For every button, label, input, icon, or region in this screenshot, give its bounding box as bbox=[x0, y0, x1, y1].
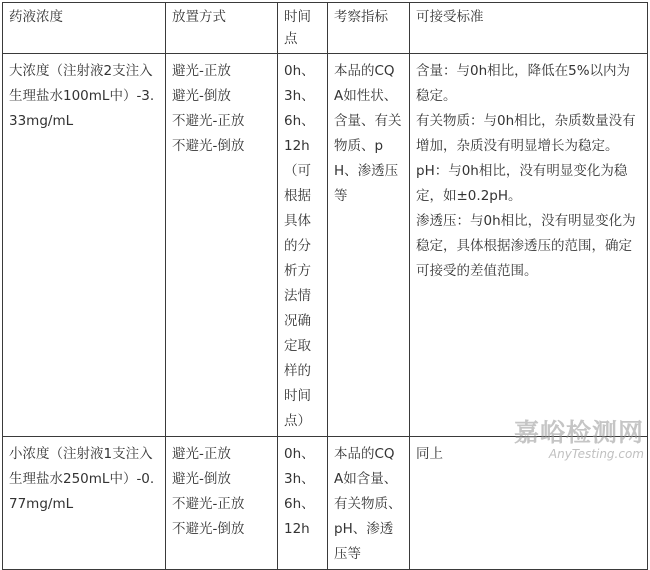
header-timepoint: 时间点 bbox=[278, 3, 328, 54]
criterion-ph: pH：与0h相比，没有明显变化为稳定，如±0.2pH。 bbox=[416, 163, 628, 204]
header-concentration: 药液浓度 bbox=[3, 3, 166, 54]
placement-item: 不避光-倒放 bbox=[172, 138, 245, 154]
timepoint-cell: 0h、3h、6h、12h bbox=[278, 437, 328, 570]
table-header-row bbox=[3, 3, 648, 54]
watermark-cn: 嘉峪检测网 bbox=[513, 418, 644, 447]
placement-item: 不避光-正放 bbox=[172, 496, 245, 512]
placement-item: 不避光-正放 bbox=[172, 113, 245, 129]
timepoint-cell: 0h、3h、6h、12h（可根据具体的分析方法情况确定取样的时间点） bbox=[278, 54, 328, 437]
acceptance-cell bbox=[410, 437, 648, 570]
stability-table bbox=[2, 2, 648, 570]
table-row bbox=[3, 54, 648, 437]
placement-cell bbox=[166, 437, 278, 570]
placement-item: 避光-倒放 bbox=[172, 471, 231, 487]
indicator-cell: 本品的CQA如性状、含量、有关物质、pH、渗透压等 bbox=[328, 54, 410, 437]
criterion-content: 含量：与0h相比，降低在5%以内为稳定。 bbox=[416, 63, 631, 104]
criterion-same: 同上 bbox=[416, 446, 443, 462]
indicator-cell: 本品的CQA如含量、有关物质、pH、渗透压等 bbox=[328, 437, 410, 570]
criterion-impurity: 有关物质：与0h相比，杂质数量没有增加，杂质没有明显增长为稳定。 bbox=[416, 113, 636, 154]
header-acceptance: 可接受标准 bbox=[410, 3, 648, 54]
concentration-cell: 小浓度（注射液1支注入生理盐水250mL中）-0.77mg/mL bbox=[3, 437, 166, 570]
placement-item: 避光-正放 bbox=[172, 446, 231, 462]
header-placement: 放置方式 bbox=[166, 3, 278, 54]
acceptance-cell bbox=[410, 54, 648, 437]
placement-item: 避光-倒放 bbox=[172, 88, 231, 104]
concentration-cell: 大浓度（注射液2支注入生理盐水100mL中）-3.33mg/mL bbox=[3, 54, 166, 437]
table-row bbox=[3, 437, 648, 570]
placement-item: 不避光-倒放 bbox=[172, 521, 245, 537]
criterion-osmotic: 渗透压：与0h相比，没有明显变化为稳定，具体根据渗透压的范围，确定可接受的差值范围。 bbox=[416, 213, 636, 279]
placement-item: 避光-正放 bbox=[172, 63, 231, 79]
watermark-en: AnyTesting.com bbox=[548, 447, 644, 461]
placement-cell bbox=[166, 54, 278, 437]
header-indicator: 考察指标 bbox=[328, 3, 410, 54]
